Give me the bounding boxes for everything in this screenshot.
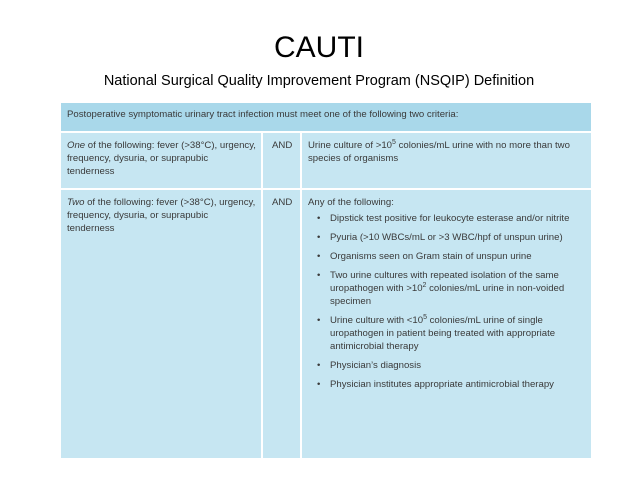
list-item <box>330 269 586 308</box>
and-connector: AND <box>262 189 301 459</box>
list-item <box>330 314 586 353</box>
culture-exponent: 5 <box>392 138 396 146</box>
table-row <box>60 189 592 459</box>
item-text: Two urine cultures with repeated isolation of the same uropathogen with >10 <box>330 270 559 294</box>
culture-suffix: colonies/mL urine with no more than two species of organisms <box>308 140 570 164</box>
slide-title: CAUTI <box>274 31 364 64</box>
alternative-criteria-cell <box>301 189 592 459</box>
item-exponent: 2 <box>422 281 427 289</box>
culture-prefix: Urine culture of >10 <box>308 140 392 151</box>
count-word: One <box>67 140 86 151</box>
symptom-criteria-cell <box>60 132 262 189</box>
list-item: • Physician’s diagnosis <box>330 359 586 372</box>
item-text: Urine culture with <10 <box>330 315 424 326</box>
culture-criteria-cell <box>301 132 592 189</box>
slide-subtitle: National Surgical Quality Improvement Program (NSQIP) Definition <box>103 73 535 89</box>
table-header-row <box>60 102 592 132</box>
count-word: Two <box>67 197 85 208</box>
and-connector: AND <box>262 132 301 189</box>
item-text: colonies/mL urine in non-voided specimen <box>330 283 565 307</box>
list-item: • Dipstick test positive for leukocyte esterase and/or nitrite <box>330 212 586 225</box>
table-row <box>60 132 592 189</box>
item-exponent: 5 <box>423 313 427 321</box>
symptom-text: of the following: fever (>38°C), urgency, frequency, dysuria, or suprapubic tenderness <box>67 140 256 177</box>
list-item: • Physician institutes appropriate antimicrobial therapy <box>330 378 586 391</box>
criteria-table <box>59 101 593 460</box>
table-header-cell: Postoperative symptomatic urinary tract infection must meet one of the following two criteria: <box>60 102 592 132</box>
symptom-criteria-cell <box>60 189 262 459</box>
item-text: colonies/mL urine of single uropathogen in patient being treated with appropriate antimicrobial therapy <box>330 315 556 352</box>
criteria-list <box>308 212 586 391</box>
list-item: • Pyuria (>10 WBCs/mL or >3 WBC/hpf of unspun urine) <box>330 231 586 244</box>
list-item: • Organisms seen on Gram stain of unspun urine <box>330 250 586 263</box>
any-of-label: Any of the following: <box>308 197 394 208</box>
symptom-text: of the following: fever (>38°C), urgency, frequency, dysuria, or suprapubic tenderness <box>67 197 256 234</box>
